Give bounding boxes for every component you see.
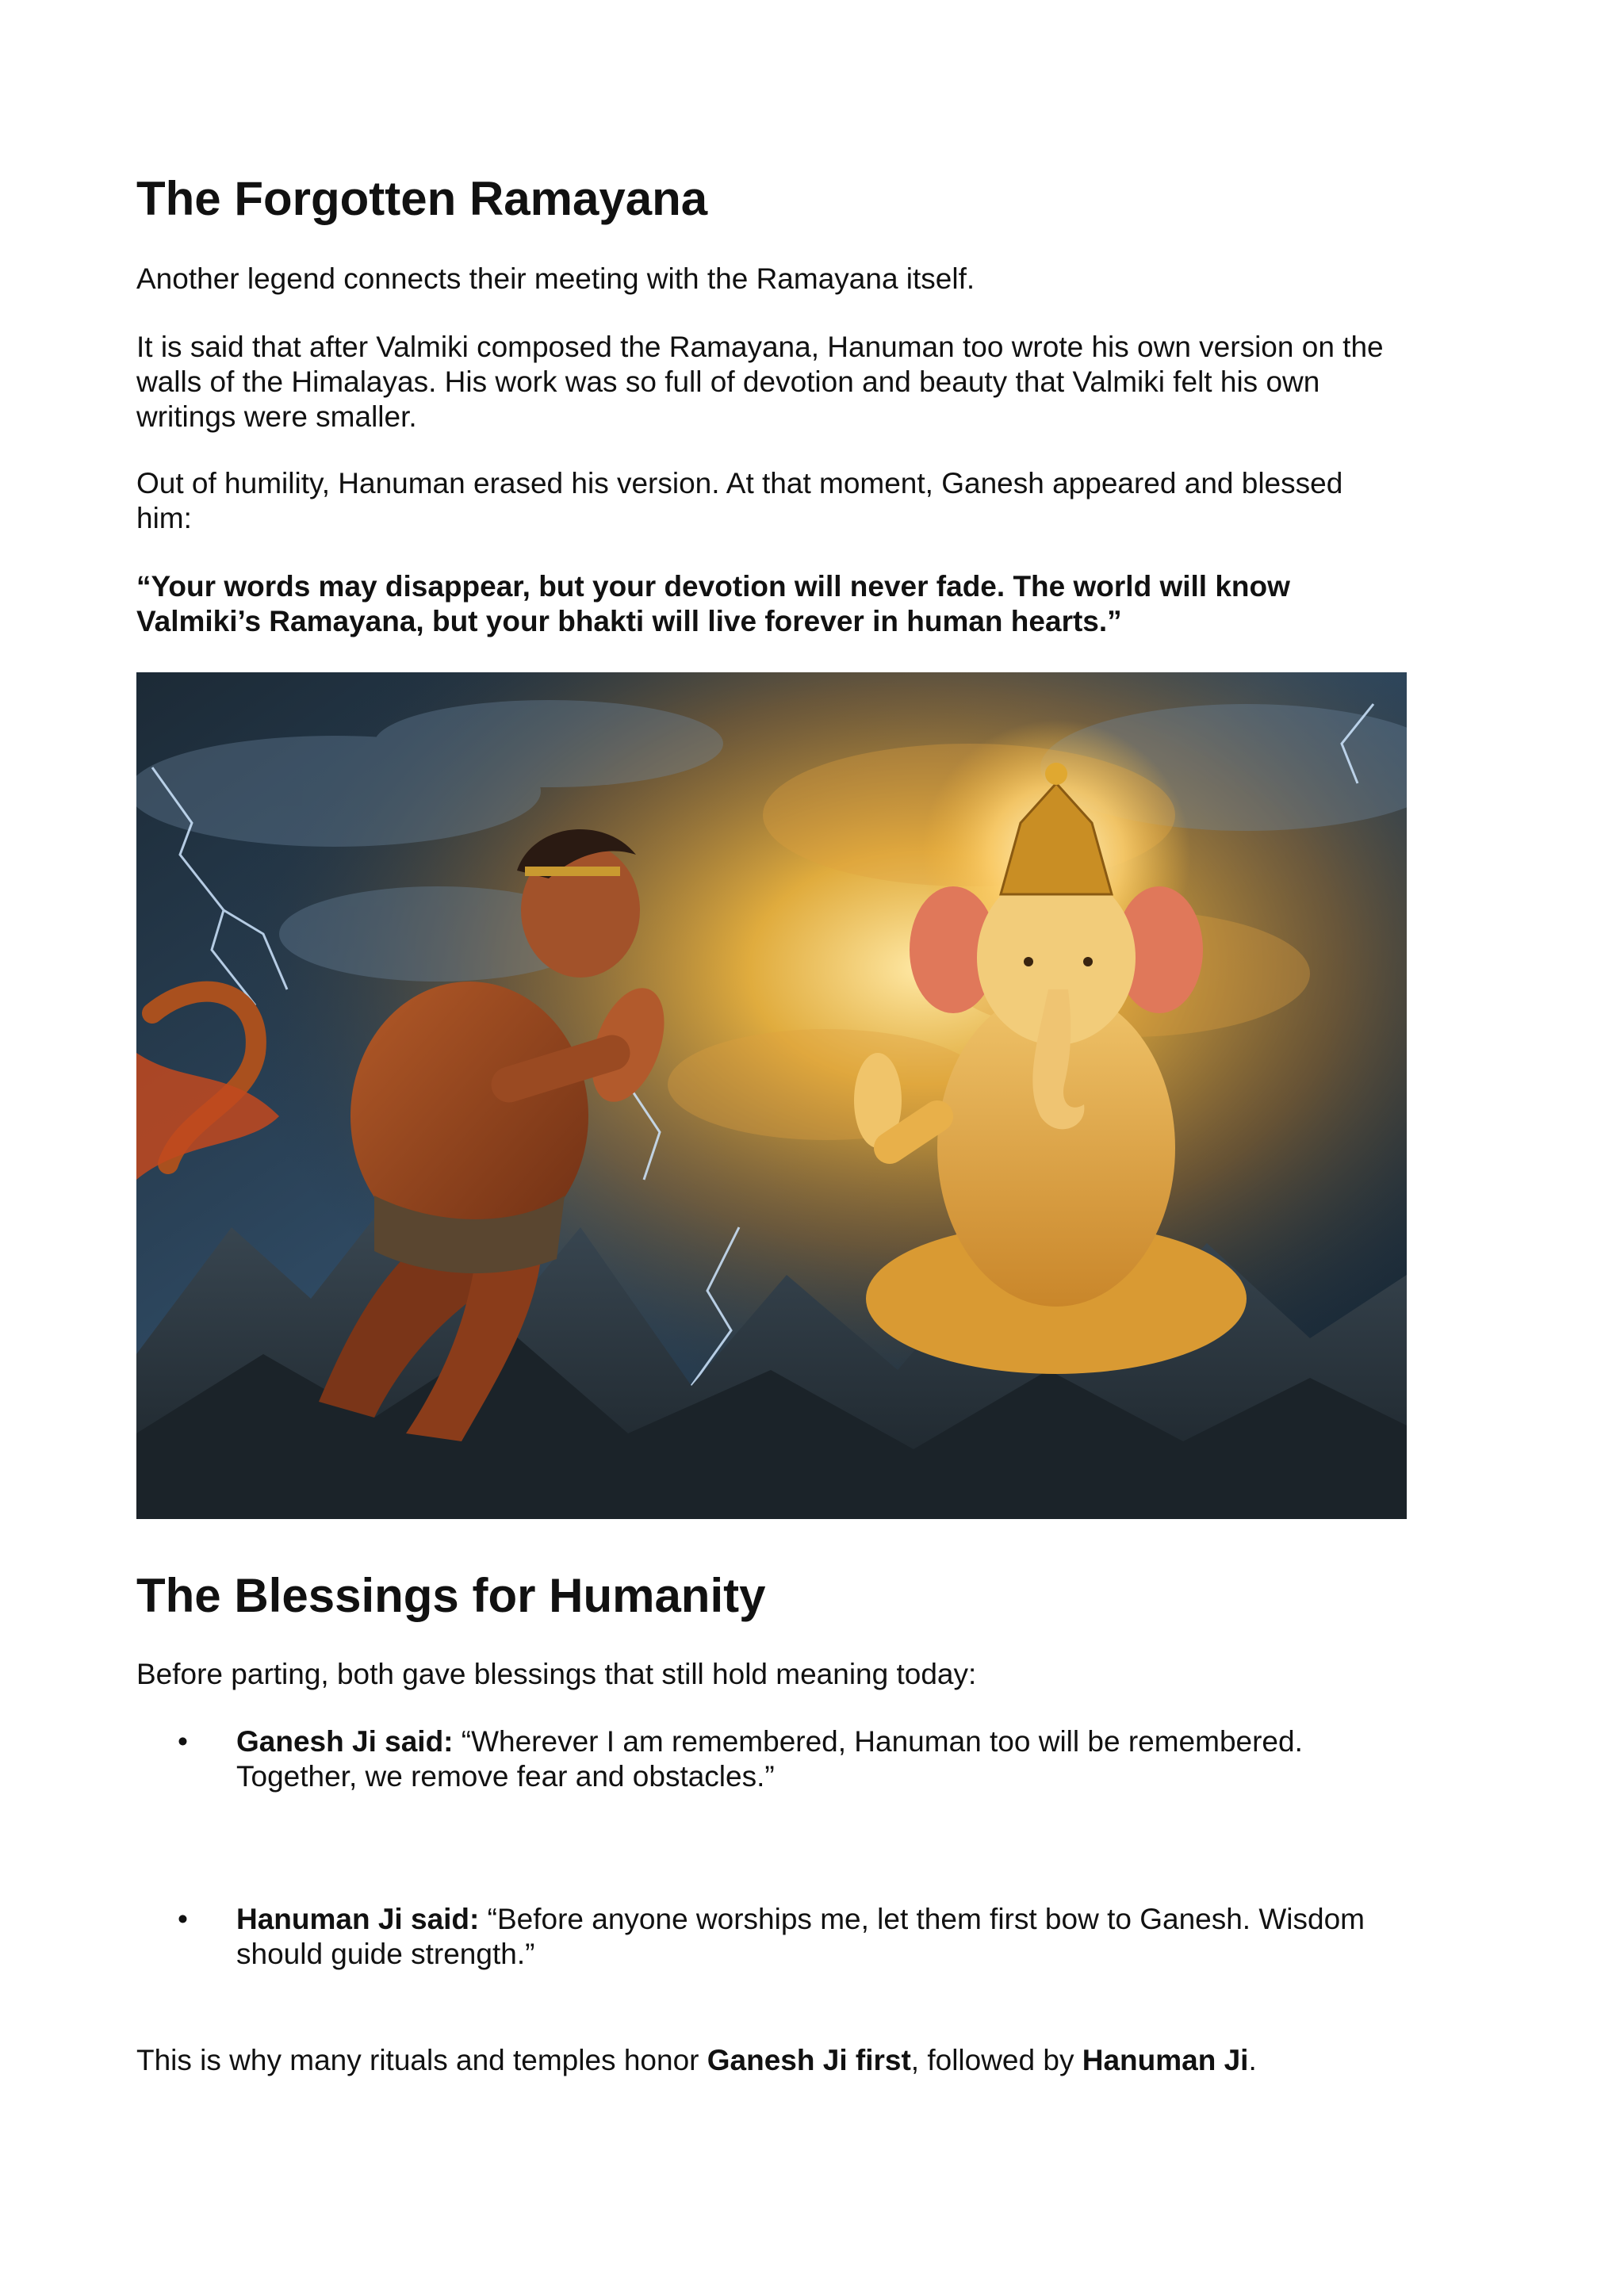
hanuman-ganesh-illustration [136,672,1407,1519]
section-heading-forgotten-ramayana: The Forgotten Ramayana [136,172,708,225]
blessing-text-ganesh: “Wherever I am remembered, Hanuman too will be remembered. Together, we remove fear and obstacles.” [236,1725,1303,1793]
bullet-icon: • [178,1903,188,1935]
paragraph-valmiki: It is said that after Valmiki composed the Ramayana, Hanuman too wrote his own version on the walls of the Himalayas. His work was so full of devotion and beauty that Valmiki felt his own writings were smaller. [136,331,1384,433]
closing-bold-hanuman: Hanuman Ji [1082,2044,1249,2076]
closing-bold-ganesh: Ganesh Ji first [707,2044,911,2076]
paragraph-humility: Out of humility, Hanuman erased his version. At that moment, Ganesh appeared and blessed him: [136,467,1343,534]
bullet-icon: • [178,1725,188,1758]
closing-text-1: This is why many rituals and temples honor [136,2044,707,2076]
closing-text-2: , followed by [910,2044,1082,2076]
speaker-hanuman: Hanuman Ji said: [236,1903,480,1935]
ganesh-blessing-quote: “Your words may disappear, but your devotion will never fade. The world will know Valmiki’s Ramayana, but your bhakti will live forever in human hearts.” [136,570,1290,637]
list-item [136,1902,1405,1972]
paragraph-closing [136,2043,1405,2078]
closing-text-3: . [1248,2044,1257,2076]
blessings-list [136,1724,1405,1972]
speaker-ganesh: Ganesh Ji said: [236,1725,454,1758]
paragraph-intro: Another legend connects their meeting with the Ramayana itself. [136,262,975,295]
blessing-text-hanuman: “Before anyone worships me, let them first bow to Ganesh. Wisdom should guide strength.” [236,1903,1365,1970]
section-heading-blessings: The Blessings for Humanity [136,1569,766,1622]
list-item [136,1724,1405,1794]
paragraph-before-parting: Before parting, both gave blessings that still hold meaning today: [136,1658,977,1690]
